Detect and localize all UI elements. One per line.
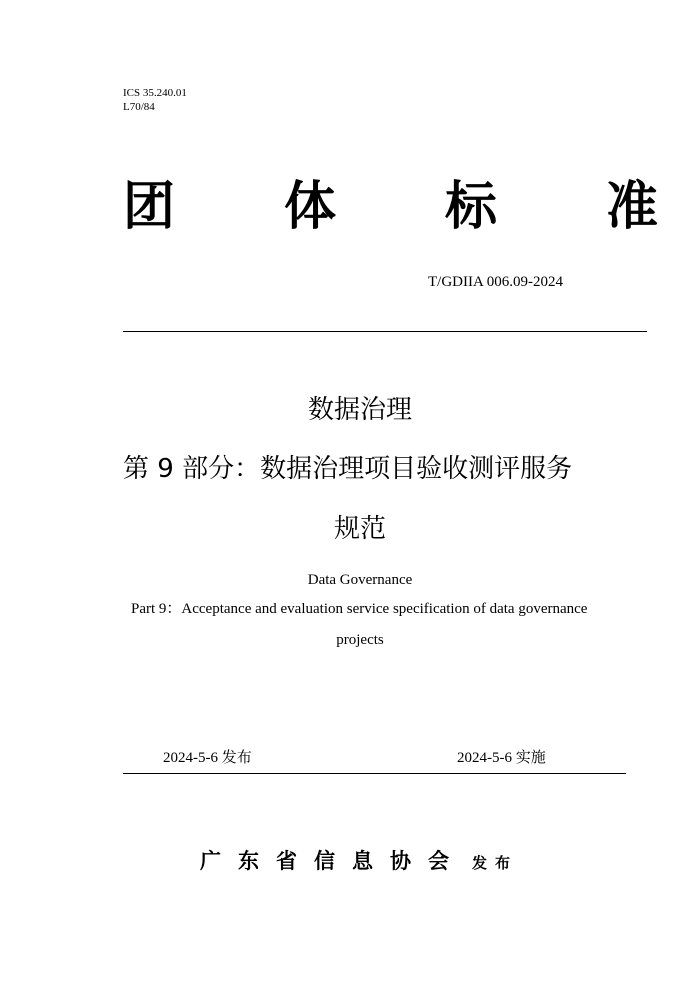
title-en-line3: projects [336, 632, 384, 648]
doc-type-char: 团 [123, 177, 176, 237]
title-cn-line2: 第 9 部分：数据治理项目验收测评服务 [123, 454, 573, 484]
ics-code: ICS 35.240.01 [123, 87, 187, 99]
implementation-date [457, 746, 546, 767]
title-en-line1: Data Governance [307, 572, 413, 588]
release-date [163, 746, 252, 767]
ccs-code: L70/84 [123, 101, 155, 113]
publisher-line [200, 845, 560, 875]
classification-codes [123, 86, 187, 114]
title-en-line2: Part 9：Acceptance and evaluation service specification of data governance [131, 601, 588, 617]
title-cn-line3: 规范 [333, 514, 386, 544]
implementation-date-value: 2024-5-6 [457, 750, 512, 766]
document-type-title [123, 172, 658, 242]
publisher-org: 广东省信息协会 [200, 849, 466, 873]
standard-number: T/GDIIA 006.09-2024 [428, 274, 563, 290]
bottom-divider [123, 773, 626, 774]
implementation-date-label: 实施 [515, 748, 546, 766]
title-cn-line1: 数据治理 [307, 395, 412, 425]
publisher-action: 发布 [472, 854, 519, 872]
doc-type-char: 准 [605, 177, 658, 237]
doc-type-char: 标 [444, 177, 497, 237]
release-date-value: 2024-5-6 [163, 750, 218, 766]
release-date-label: 发布 [221, 748, 252, 766]
top-divider [123, 331, 647, 332]
doc-type-char: 体 [283, 177, 336, 237]
